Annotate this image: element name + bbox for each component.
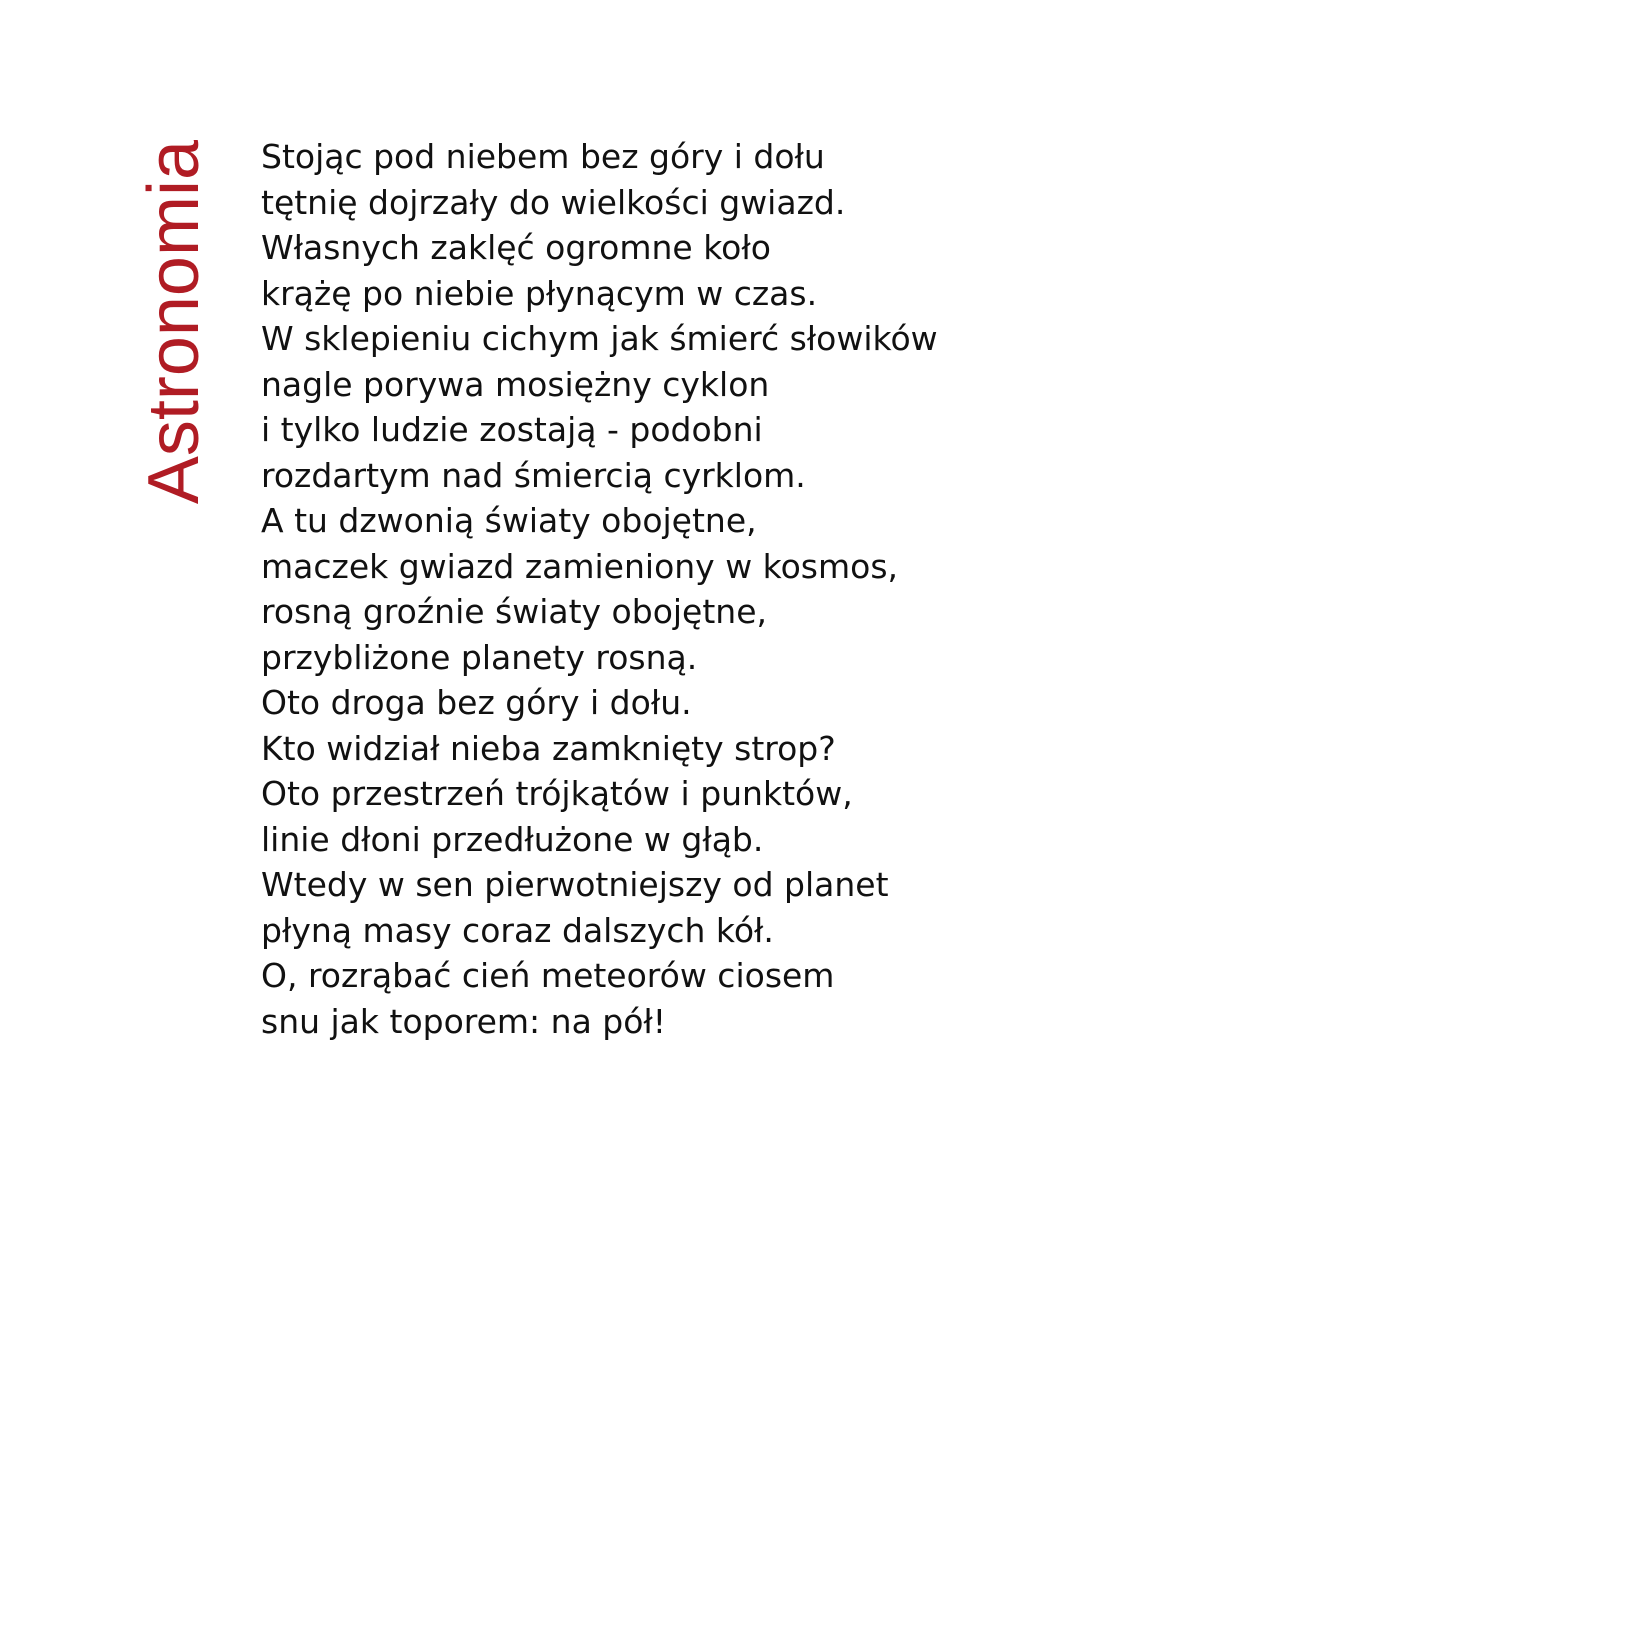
poem-line: A tu dzwonią światy obojętne, xyxy=(261,501,757,540)
poem-line: linie dłoni przedłużone w głąb. xyxy=(261,819,764,859)
poem-title: Astronomia xyxy=(134,140,214,505)
poem-line: rozdartym nad śmiercią cyrklom. xyxy=(261,455,806,495)
poem-line: przybliżone planety rosną. xyxy=(261,637,698,677)
poem-line: Wtedy w sen pierwotniejszy od planet xyxy=(261,865,889,904)
poem-line: Stojąc pod niebem bez góry i dołu xyxy=(261,137,825,176)
poem-line: Oto droga bez góry i dołu. xyxy=(261,683,692,722)
poem-line: Oto przestrzeń trójkątów i punktów, xyxy=(261,774,853,813)
poem-line: i tylko ludzie zostają - podobni xyxy=(261,410,763,449)
poem-line: snu jak toporem: na pół! xyxy=(261,1001,667,1041)
poem-line: O, rozrąbać cień meteorów ciosem xyxy=(261,956,835,995)
poem-body xyxy=(261,134,1161,1044)
poem-line: płyną masy coraz dalszych kół. xyxy=(261,910,774,950)
poem-line: W sklepieniu cichym jak śmierć słowików xyxy=(261,319,938,358)
poem-line: rosną groźnie światy obojętne, xyxy=(261,592,768,631)
title-container xyxy=(134,140,214,590)
poem-line: tętnię dojrzały do wielkości gwiazd. xyxy=(261,182,846,222)
poem-line: Własnych zaklęć ogromne koło xyxy=(261,228,771,267)
poem-line: nagle porywa mosiężny cyklon xyxy=(261,364,770,404)
poem-line: Kto widział nieba zamknięty strop? xyxy=(261,728,836,768)
poem-line: krążę po niebie płynącym w czas. xyxy=(261,273,818,313)
poem-line: maczek gwiazd zamieniony w kosmos, xyxy=(261,546,899,586)
